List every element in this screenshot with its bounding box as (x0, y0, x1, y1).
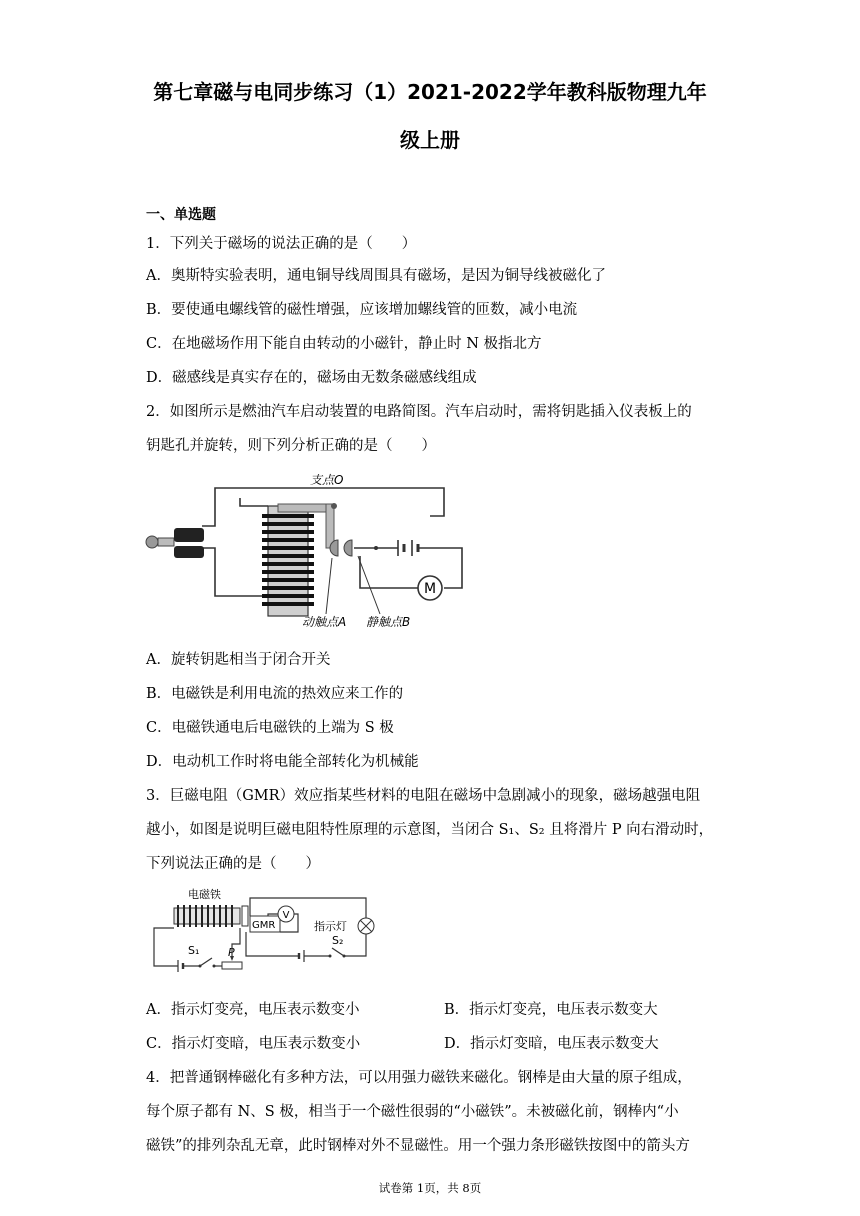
q2-contact-a-label: 动触点A (302, 615, 347, 629)
q1-option-d: D．磁感线是真实存在的，磁场由无数条磁感线组成 (146, 370, 477, 386)
q4-line1: 4．把普通钢棒磁化有多种方法，可以用强力磁铁来磁化。钢棒是由大量的原子组成， (146, 1070, 692, 1086)
q2-option-b: B．电磁铁是利用电流的热效应来工作的 (146, 686, 404, 702)
q3-gmr-label: GMR (252, 920, 276, 931)
q2-circuit-figure (140, 466, 470, 638)
q3-electromagnet-label: 电磁铁 (188, 888, 221, 901)
q2-option-c: C．电磁铁通电后电磁铁的上端为 S 极 (146, 720, 394, 736)
q2-contact-b-label: 静触点B (366, 615, 411, 629)
q1-option-b: B．要使通电螺线管的磁性增强，应该增加螺线管的匝数，减小电流 (146, 302, 578, 318)
q3-p-label: P (228, 946, 235, 959)
q3-option-c: C．指示灯变暗，电压表示数变小 (146, 1036, 361, 1052)
q3-option-b: B．指示灯变亮，电压表示数变大 (444, 1002, 658, 1018)
section-heading: 一、单选题 (146, 207, 216, 223)
q1-option-c: C．在地磁场作用下能自由转动的小磁针，静止时 N 极指北方 (146, 336, 542, 352)
q3-option-d: D．指示灯变暗，电压表示数变大 (444, 1036, 659, 1052)
q3-stem-line2: 越小，如图是说明巨磁电阻特性原理的示意图，当闭合 S₁、S₂ 且将滑片 P 向右滑动时， (146, 822, 714, 838)
q3-lamp-label: 指示灯 (314, 920, 347, 933)
q2-option-a: A．旋转钥匙相当于闭合开关 (146, 652, 331, 668)
q3-stem-line1: 3．巨磁电阻（GMR）效应指某些材料的电阻在磁场中急剧减小的现象，磁场越强电阻 (146, 788, 701, 804)
q2-motor-label: M (423, 581, 437, 597)
page-footer: 试卷第 1页，共 8页 (378, 1181, 482, 1195)
q3-voltmeter-label: V (282, 910, 290, 921)
q2-pivot-label: 支点O (310, 473, 344, 487)
q3-option-a: A．指示灯变亮，电压表示数变小 (146, 1002, 360, 1018)
q2-option-d: D．电动机工作时将电能全部转化为机械能 (146, 754, 419, 770)
q2-stem-line1: 2．如图所示是燃油汽车启动装置的电路简图。汽车启动时，需将钥匙插入仪表板上的 (146, 404, 692, 420)
q1-option-a: A．奥斯特实验表明，通电铜导线周围具有磁场，是因为铜导线被磁化了 (146, 268, 606, 284)
q3-stem-line3: 下列说法正确的是（ ） (146, 856, 320, 872)
q3-s2-label: S₂ (332, 934, 344, 947)
q2-stem-line2: 钥匙孔并旋转，则下列分析正确的是（ ） (146, 438, 436, 454)
q3-s1-label: S₁ (188, 944, 200, 957)
q4-line2: 每个原子都有 N、S 极，相当于一个磁性很弱的“小磁铁”。未被磁化前，钢棒内“小 (146, 1104, 679, 1120)
q4-line3: 磁铁”的排列杂乱无章，此时钢棒对外不显磁性。用一个强力条形磁铁按图中的箭头方 (146, 1138, 690, 1154)
document-title-line1: 第七章磁与电同步练习（1）2021-2022学年教科版物理九年 (153, 80, 707, 104)
document-title-line2: 级上册 (400, 128, 460, 152)
q1-stem: 1．下列关于磁场的说法正确的是（ ） (146, 236, 417, 252)
q3-circuit-figure (148, 884, 398, 976)
